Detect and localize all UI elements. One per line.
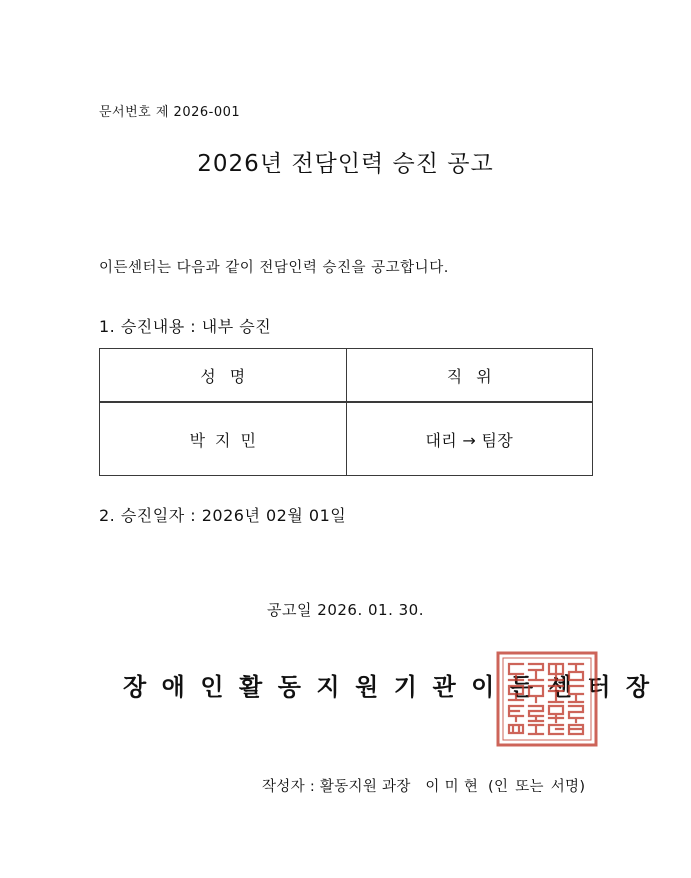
cell-name <box>100 402 347 476</box>
author-name: 이 미 현 <box>425 779 479 795</box>
section-promotion-content: 1. 승진내용 : 내부 승진 <box>99 317 272 336</box>
header-name <box>100 349 347 403</box>
sign-note-open: (인 <box>488 779 514 795</box>
section-promotion-date: 2. 승진일자 : 2026년 02월 01일 <box>99 506 347 525</box>
organization-name: 장애인활동지원기관이든센터장 <box>123 673 665 701</box>
table-row <box>100 402 593 476</box>
author-title: 작성자 : 활동지원 과장 <box>262 779 411 795</box>
header-position <box>346 349 593 403</box>
notice-date: 공고일 2026. 01. 30. <box>267 601 424 619</box>
official-seal-icon <box>495 650 599 748</box>
table-header-row <box>100 349 593 403</box>
document-title: 2026년 전담인력 승진 공고 <box>197 151 494 177</box>
author-line <box>262 775 585 796</box>
intro-text: 이든센터는 다음과 같이 전담인력 승진을 공고합니다. <box>99 260 449 276</box>
document-number: 문서번호 제 2026-001 <box>99 105 241 120</box>
sign-mark: 또는 <box>515 779 544 795</box>
header-position-label: 직위 <box>446 366 506 386</box>
sign-note-close: 서명) <box>545 779 586 795</box>
cell-position <box>346 402 593 476</box>
promotion-table <box>99 348 593 476</box>
employee-name: 박지민 <box>189 430 266 450</box>
header-name-label: 성명 <box>200 366 260 386</box>
position-change: 대리 → 팀장 <box>425 430 513 450</box>
